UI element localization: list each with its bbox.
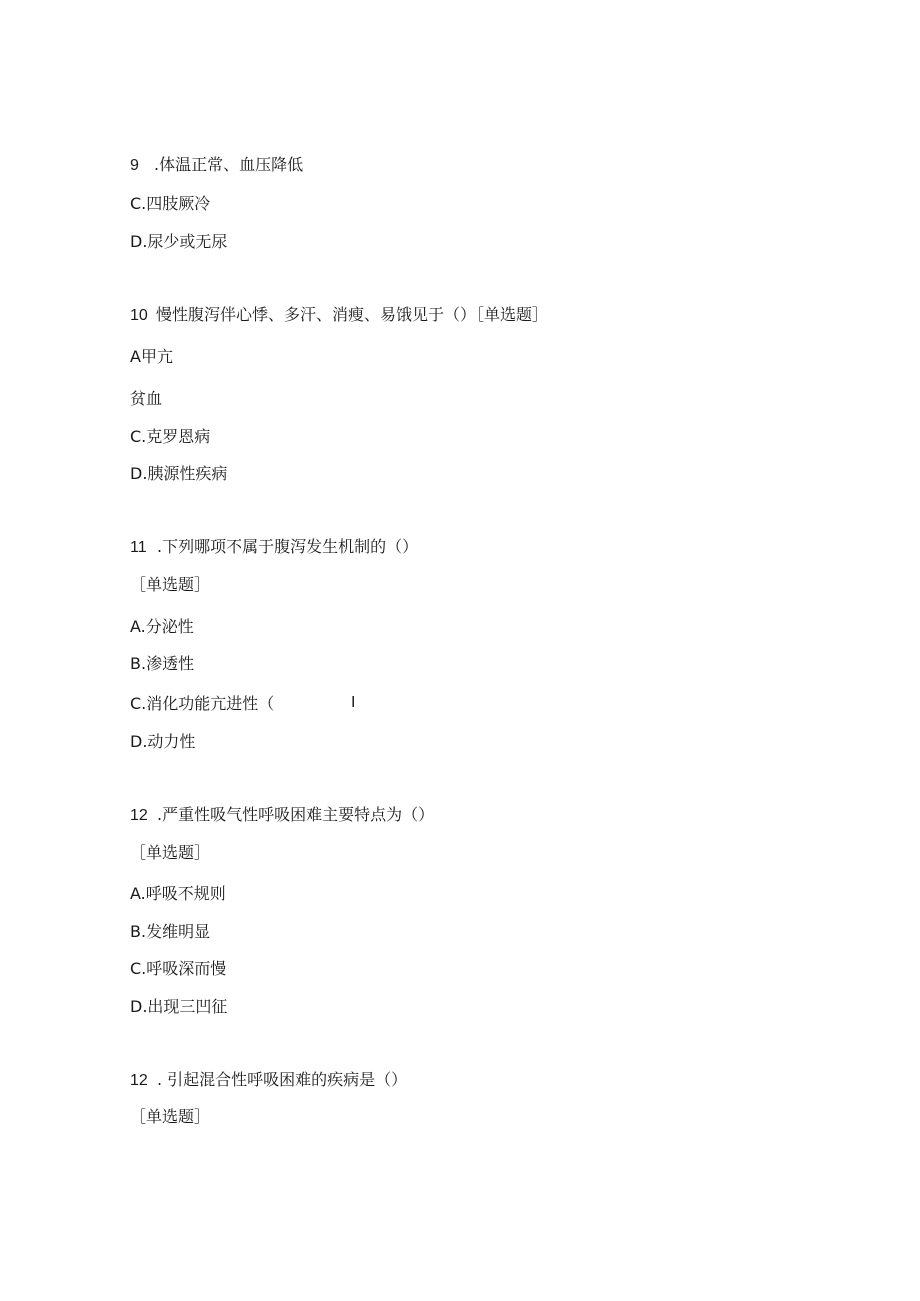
question-number: 9 (130, 157, 139, 174)
question-type-label: ［单选题］ (130, 575, 211, 594)
question-text: . 引起混合性呼吸困难的疾病是（） (157, 1070, 408, 1089)
question-number: 10 (130, 307, 148, 324)
option-d[interactable]: D.动力性 (130, 732, 196, 751)
option-a[interactable]: A.呼吸不规则 (130, 884, 226, 903)
question-12-stem (130, 805, 434, 826)
question-number: 12 (130, 807, 148, 824)
option-c[interactable]: C.消化功能亢进性（ (130, 694, 275, 713)
question-text: .严重性吸气性呼吸困难主要特点为（） (157, 805, 435, 824)
question-type-label: ［单选题］ (130, 1107, 211, 1126)
option-c[interactable]: C.呼吸深而慢 (130, 959, 227, 978)
question-number: 12 (130, 1072, 148, 1089)
option-a[interactable]: A.分泌性 (130, 617, 194, 636)
question-12b-stem (130, 1070, 407, 1091)
option-d[interactable]: D.胰源性疾病 (130, 464, 228, 483)
option-d[interactable]: D.出现三凹征 (130, 997, 228, 1016)
option-d[interactable]: D.尿少或无尿 (130, 232, 228, 251)
option-a[interactable]: A甲亢 (130, 347, 173, 366)
stray-mark: I (351, 694, 356, 711)
question-text: .下列哪项不属于腹泻发生机制的（） (157, 537, 419, 556)
question-number: 11 (130, 539, 147, 556)
question-text: 慢性腹泻伴心悸、多汗、消瘦、易饿见于（）［单选题］ (156, 305, 549, 324)
option-b[interactable]: B.发维明显 (130, 922, 211, 941)
option-b[interactable]: B.渗透性 (130, 654, 195, 673)
question-11-stem (130, 537, 418, 558)
option-b[interactable]: 贫血 (130, 389, 163, 408)
question-type-label: ［单选题］ (130, 843, 211, 862)
option-c[interactable]: C.四肢厥冷 (130, 194, 211, 213)
question-text: .体温正常、血压降低 (154, 155, 304, 174)
question-10-stem (130, 305, 548, 326)
option-c[interactable]: C.克罗恩病 (130, 427, 211, 446)
question-9-stem (130, 155, 303, 176)
